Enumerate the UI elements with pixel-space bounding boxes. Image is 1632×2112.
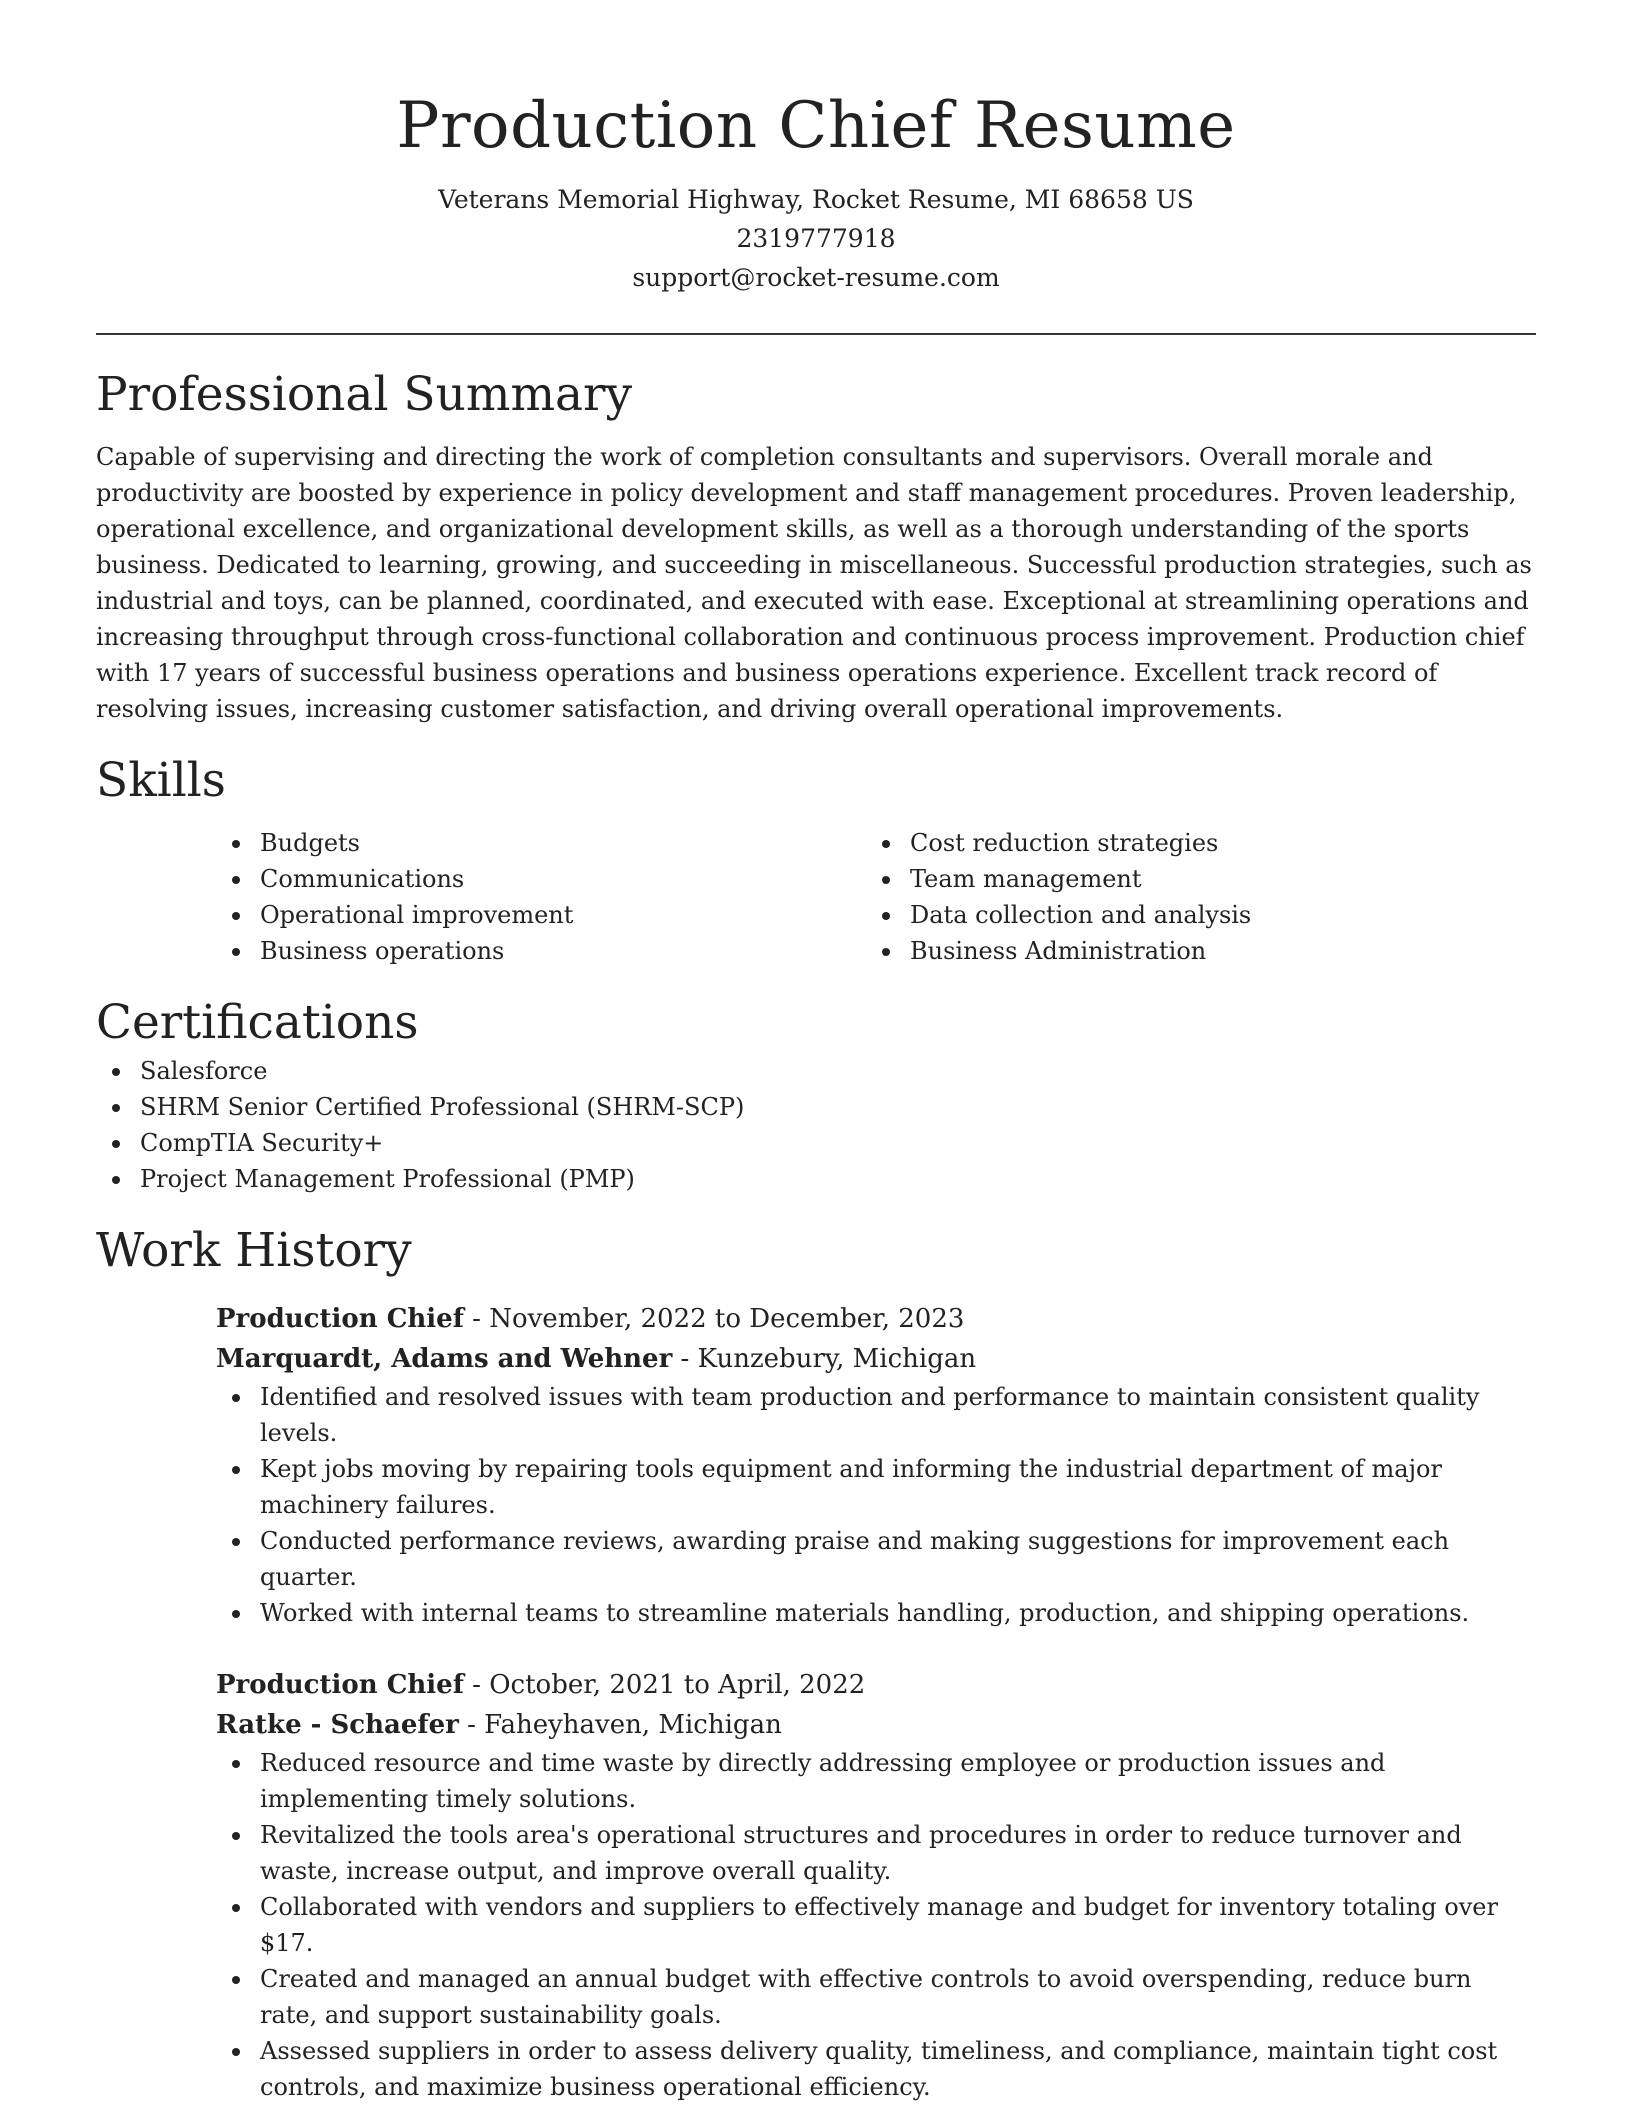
job-title-line xyxy=(216,1665,1536,1705)
separator: - xyxy=(458,1710,485,1740)
skill-item: Cost reduction strategies xyxy=(866,825,1516,861)
job-company-line xyxy=(216,1339,1536,1379)
resume-page xyxy=(96,0,1536,2105)
certification-item: SHRM Senior Certified Professional (SHRM-SCP) xyxy=(96,1089,1536,1125)
contact-block xyxy=(96,180,1536,297)
resume-header xyxy=(96,0,1536,297)
job-title: Production Chief xyxy=(216,1670,464,1700)
summary-heading: Professional Summary xyxy=(96,367,633,422)
skill-item: Operational improvement xyxy=(216,897,866,933)
skill-item: Budgets xyxy=(216,825,866,861)
job-title-line xyxy=(216,1299,1536,1339)
job-bullet: Worked with internal teams to streamline materials handling, production, and shipping operations. xyxy=(216,1595,1536,1631)
resume-title: Production Chief Resume xyxy=(396,89,1236,163)
job-dates: October, 2021 to April, 2022 xyxy=(489,1670,866,1700)
job-dates: November, 2022 to December, 2023 xyxy=(489,1304,965,1334)
job-entry xyxy=(216,1665,1536,2105)
skills-grid xyxy=(216,825,1536,969)
skills-heading: Skills xyxy=(96,753,226,808)
certification-item: Salesforce xyxy=(96,1053,1536,1089)
job-bullets xyxy=(216,1379,1536,1631)
job-bullet: Revitalized the tools area's operational structures and procedures in order to reduce turnover and waste, increase output, and improve overall quality. xyxy=(216,1817,1536,1889)
job-company: Ratke - Schaefer xyxy=(216,1710,459,1740)
certifications-list xyxy=(96,1053,1536,1197)
skill-item: Team management xyxy=(866,861,1516,897)
job-bullet: Collaborated with vendors and suppliers to effectively manage and budget for inventory totaling over $17. xyxy=(216,1889,1536,1961)
job-title: Production Chief xyxy=(216,1304,464,1334)
skill-item: Business Administration xyxy=(866,933,1516,969)
work-history-heading: Work History xyxy=(96,1223,412,1278)
job-company-line xyxy=(216,1705,1536,1745)
summary-text: Capable of supervising and directing the work of completion consultants and supervisors. Overall morale and productivity are boosted by experience in policy development and staff management procedures. Proven leadership, operational excellence, and organizational development skills, as well as a thorough understanding of the sports business. Dedicated to learning, growing, and succeeding in miscellaneous. Successful production strategies, such as industrial and toys, can be planned, coordinated, and executed with ease. Exceptional at streamlining operations and increasing throughput through cross-functional collaboration and continuous process improvement. Production chief with 17 years of successful business operations and business operations experience. Excellent track record of resolving issues, increasing customer satisfaction, and driving overall operational improvements. xyxy=(96,443,1532,723)
contact-address: Veterans Memorial Highway, Rocket Resume, MI 68658 US xyxy=(438,185,1194,214)
job-company: Marquardt, Adams and Wehner xyxy=(216,1344,673,1374)
contact-email: support@rocket-resume.com xyxy=(632,263,1000,292)
skill-item: Communications xyxy=(216,861,866,897)
job-bullet: Created and managed an annual budget with effective controls to avoid overspending, reduce burn rate, and support sustainability goals. xyxy=(216,1961,1536,2033)
separator: - xyxy=(672,1344,698,1374)
job-bullet: Identified and resolved issues with team production and performance to maintain consistent quality levels. xyxy=(216,1379,1536,1451)
job-entry xyxy=(216,1299,1536,1631)
skills-list-left xyxy=(216,825,866,969)
header-divider xyxy=(96,333,1536,335)
job-bullet: Reduced resource and time waste by directly addressing employee or production issues and implementing timely solutions. xyxy=(216,1745,1536,1817)
certifications-heading: Certifications xyxy=(96,995,419,1050)
certification-item: Project Management Professional (PMP) xyxy=(96,1161,1536,1197)
skill-item: Business operations xyxy=(216,933,866,969)
job-bullet: Assessed suppliers in order to assess delivery quality, timeliness, and compliance, maintain tight cost controls, and maximize business operational efficiency. xyxy=(216,2033,1536,2105)
job-location: Faheyhaven, Michigan xyxy=(484,1710,782,1740)
summary-section xyxy=(96,365,1536,727)
certification-item: CompTIA Security+ xyxy=(96,1125,1536,1161)
skills-section xyxy=(96,751,1536,969)
skills-list-right xyxy=(866,825,1516,969)
job-bullets xyxy=(216,1745,1536,2105)
job-location: Kunzebury, Michigan xyxy=(697,1344,977,1374)
separator: - xyxy=(463,1670,490,1700)
certifications-section xyxy=(96,993,1536,1197)
contact-phone: 2319777918 xyxy=(736,224,896,253)
separator: - xyxy=(463,1304,490,1334)
job-bullet: Kept jobs moving by repairing tools equipment and informing the industrial department of major machinery failures. xyxy=(216,1451,1536,1523)
job-bullet: Conducted performance reviews, awarding praise and making suggestions for improvement each quarter. xyxy=(216,1523,1536,1595)
work-history-section xyxy=(96,1221,1536,2105)
skill-item: Data collection and analysis xyxy=(866,897,1516,933)
